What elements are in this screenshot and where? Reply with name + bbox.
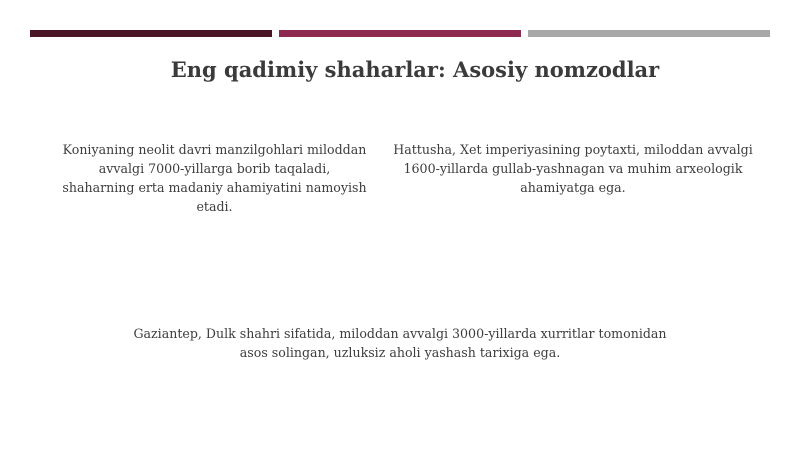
slide-title: Eng qadimiy shaharlar: Asosiy nomzodlar [170,57,660,82]
accent-bar-gray [528,30,770,37]
konya-text: Koniyaning neolit davri manzilgohlari miloddan avvalgi 7000-yillarga borib taqaladi, shaharning erta madaniy ahamiyatini namoyish etadi. [62,142,367,214]
hattusa-text: Hattusha, Xet imperiyasining poytaxti, miloddan avvalgi 1600-yillarda gullab-yashnagan va muhim arxeologik ahamiyatga ega. [393,142,753,195]
accent-bar-magenta [279,30,521,37]
gaziantep-text: Gaziantep, Dulk shahri sifatida, miloddan avvalgi 3000-yillarda xurritlar tomonidan asos solingan, uzluksiz aholi yashash tarixiga ega. [133,326,667,360]
accent-bar-dark [30,30,272,37]
